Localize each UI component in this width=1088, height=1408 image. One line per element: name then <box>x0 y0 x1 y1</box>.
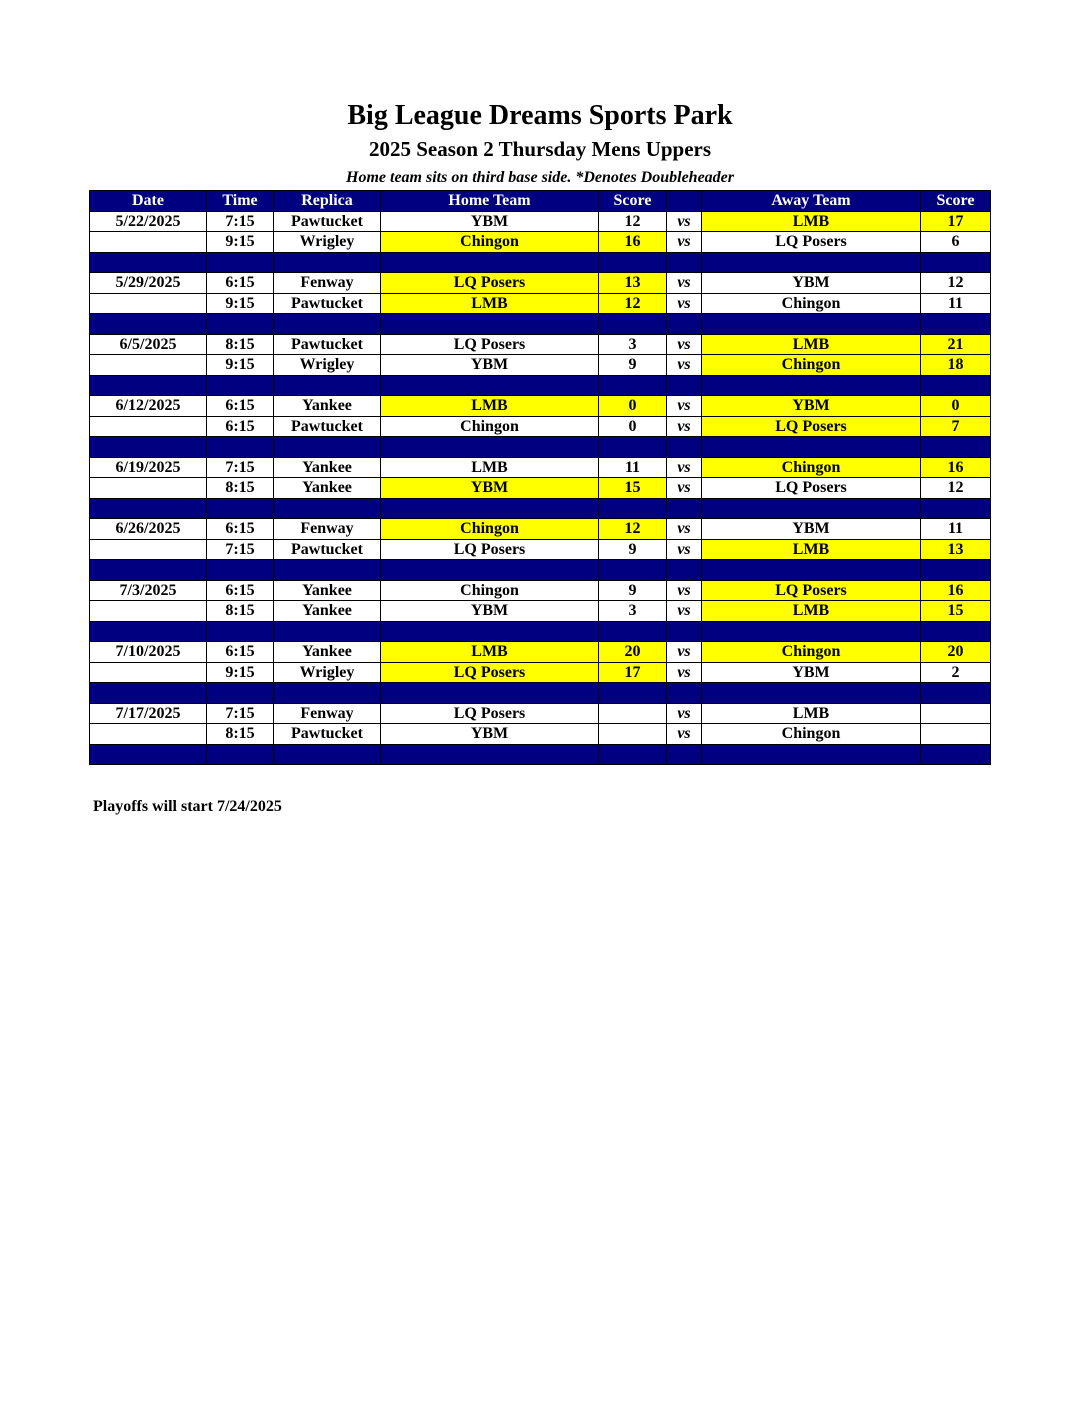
away-team-cell: YBM <box>702 519 921 540</box>
separator-cell <box>702 252 921 273</box>
home-score-cell: 20 <box>599 642 667 663</box>
vs-cell: vs <box>667 519 702 540</box>
separator-cell <box>90 437 207 458</box>
separator-cell <box>921 498 991 519</box>
home-score-cell: 3 <box>599 334 667 355</box>
vs-cell: vs <box>667 642 702 663</box>
home-score-cell: 9 <box>599 580 667 601</box>
separator-cell <box>667 621 702 642</box>
table-row <box>90 580 991 601</box>
separator-cell <box>274 560 381 581</box>
away-score-cell: 18 <box>921 355 991 376</box>
date-cell <box>90 601 207 622</box>
separator-cell <box>207 621 274 642</box>
away-score-cell: 2 <box>921 662 991 683</box>
table-row <box>90 334 991 355</box>
separator-cell <box>599 437 667 458</box>
col-header-replica: Replica <box>274 191 381 212</box>
separator-cell <box>207 498 274 519</box>
vs-cell: vs <box>667 396 702 417</box>
separator-cell <box>599 683 667 704</box>
separator-cell <box>90 744 207 765</box>
away-score-cell: 6 <box>921 232 991 253</box>
separator-cell <box>702 621 921 642</box>
table-row <box>90 478 991 499</box>
away-team-cell: YBM <box>702 662 921 683</box>
vs-cell: vs <box>667 580 702 601</box>
week-separator-row <box>90 252 991 273</box>
time-cell: 9:15 <box>207 355 274 376</box>
week-separator-row <box>90 744 991 765</box>
table-row <box>90 396 991 417</box>
home-team-cell: LQ Posers <box>381 334 599 355</box>
date-cell: 6/19/2025 <box>90 457 207 478</box>
home-team-cell: LMB <box>381 642 599 663</box>
time-cell: 8:15 <box>207 601 274 622</box>
away-team-cell: Chingon <box>702 642 921 663</box>
home-score-cell: 0 <box>599 396 667 417</box>
date-cell: 7/17/2025 <box>90 703 207 724</box>
home-score-cell: 16 <box>599 232 667 253</box>
home-team-cell: YBM <box>381 211 599 232</box>
away-score-cell: 16 <box>921 457 991 478</box>
separator-cell <box>381 437 599 458</box>
date-cell <box>90 478 207 499</box>
separator-cell <box>921 375 991 396</box>
separator-cell <box>921 437 991 458</box>
home-team-cell: YBM <box>381 601 599 622</box>
week-separator-row <box>90 314 991 335</box>
replica-cell: Yankee <box>274 601 381 622</box>
away-team-cell: Chingon <box>702 293 921 314</box>
replica-cell: Pawtucket <box>274 539 381 560</box>
col-header-away-score: Score <box>921 191 991 212</box>
away-team-cell: LQ Posers <box>702 478 921 499</box>
playoffs-note: Playoffs will start 7/24/2025 <box>93 798 282 815</box>
home-team-cell: LMB <box>381 293 599 314</box>
col-header-vs <box>667 191 702 212</box>
page-title: Big League Dreams Sports Park <box>347 100 733 131</box>
date-cell: 7/3/2025 <box>90 580 207 601</box>
replica-cell: Yankee <box>274 580 381 601</box>
away-team-cell: LMB <box>702 334 921 355</box>
date-cell <box>90 416 207 437</box>
table-row <box>90 355 991 376</box>
separator-cell <box>381 744 599 765</box>
time-cell: 7:15 <box>207 211 274 232</box>
home-score-cell: 0 <box>599 416 667 437</box>
table-row <box>90 293 991 314</box>
home-team-cell: LMB <box>381 396 599 417</box>
separator-cell <box>381 498 599 519</box>
replica-cell: Pawtucket <box>274 724 381 745</box>
separator-cell <box>90 621 207 642</box>
away-score-cell: 12 <box>921 273 991 294</box>
separator-cell <box>381 621 599 642</box>
vs-cell: vs <box>667 416 702 437</box>
schedule-note: Home team sits on third base side. *Denotes Doubleheader <box>346 169 734 186</box>
home-score-cell: 9 <box>599 355 667 376</box>
separator-cell <box>599 744 667 765</box>
home-score-cell <box>599 724 667 745</box>
time-cell: 6:15 <box>207 273 274 294</box>
home-team-cell: YBM <box>381 478 599 499</box>
away-team-cell: YBM <box>702 396 921 417</box>
separator-cell <box>702 437 921 458</box>
separator-cell <box>274 683 381 704</box>
away-team-cell: Chingon <box>702 724 921 745</box>
page-subtitle: 2025 Season 2 Thursday Mens Uppers <box>368 137 712 161</box>
home-score-cell: 12 <box>599 293 667 314</box>
home-team-cell: Chingon <box>381 416 599 437</box>
replica-cell: Yankee <box>274 396 381 417</box>
replica-cell: Yankee <box>274 642 381 663</box>
schedule-body <box>90 211 991 765</box>
home-score-cell: 12 <box>599 211 667 232</box>
separator-cell <box>207 683 274 704</box>
separator-cell <box>667 375 702 396</box>
vs-cell: vs <box>667 703 702 724</box>
vs-cell: vs <box>667 601 702 622</box>
separator-cell <box>702 744 921 765</box>
vs-cell: vs <box>667 539 702 560</box>
separator-cell <box>381 375 599 396</box>
home-team-cell: LMB <box>381 457 599 478</box>
time-cell: 9:15 <box>207 232 274 253</box>
separator-cell <box>90 314 207 335</box>
separator-cell <box>702 560 921 581</box>
home-score-cell: 15 <box>599 478 667 499</box>
replica-cell: Fenway <box>274 519 381 540</box>
separator-cell <box>381 560 599 581</box>
week-separator-row <box>90 375 991 396</box>
separator-cell <box>702 683 921 704</box>
away-team-cell: YBM <box>702 273 921 294</box>
time-cell: 7:15 <box>207 539 274 560</box>
home-team-cell: YBM <box>381 724 599 745</box>
separator-cell <box>702 375 921 396</box>
separator-cell <box>207 560 274 581</box>
vs-cell: vs <box>667 232 702 253</box>
date-cell <box>90 355 207 376</box>
table-row <box>90 273 991 294</box>
time-cell: 6:15 <box>207 642 274 663</box>
separator-cell <box>921 314 991 335</box>
col-header-home-score: Score <box>599 191 667 212</box>
replica-cell: Pawtucket <box>274 211 381 232</box>
separator-cell <box>921 252 991 273</box>
separator-cell <box>207 437 274 458</box>
separator-cell <box>599 498 667 519</box>
away-team-cell: Chingon <box>702 457 921 478</box>
home-team-cell: Chingon <box>381 580 599 601</box>
week-separator-row <box>90 498 991 519</box>
table-row <box>90 642 991 663</box>
replica-cell: Yankee <box>274 457 381 478</box>
separator-cell <box>667 560 702 581</box>
separator-cell <box>90 498 207 519</box>
home-score-cell: 17 <box>599 662 667 683</box>
date-cell <box>90 293 207 314</box>
separator-cell <box>599 252 667 273</box>
away-score-cell: 15 <box>921 601 991 622</box>
away-score-cell: 12 <box>921 478 991 499</box>
time-cell: 7:15 <box>207 703 274 724</box>
separator-cell <box>599 314 667 335</box>
separator-cell <box>90 560 207 581</box>
vs-cell: vs <box>667 662 702 683</box>
separator-cell <box>667 437 702 458</box>
time-cell: 6:15 <box>207 396 274 417</box>
separator-cell <box>599 375 667 396</box>
away-team-cell: LQ Posers <box>702 580 921 601</box>
separator-cell <box>667 252 702 273</box>
time-cell: 6:15 <box>207 519 274 540</box>
away-team-cell: LQ Posers <box>702 416 921 437</box>
separator-cell <box>90 252 207 273</box>
replica-cell: Fenway <box>274 273 381 294</box>
replica-cell: Fenway <box>274 703 381 724</box>
home-team-cell: LQ Posers <box>381 662 599 683</box>
home-team-cell: LQ Posers <box>381 273 599 294</box>
schedule-table <box>89 190 991 765</box>
separator-cell <box>702 314 921 335</box>
separator-cell <box>921 621 991 642</box>
time-cell: 8:15 <box>207 478 274 499</box>
home-score-cell: 11 <box>599 457 667 478</box>
vs-cell: vs <box>667 478 702 499</box>
date-cell: 6/12/2025 <box>90 396 207 417</box>
table-row <box>90 662 991 683</box>
replica-cell: Wrigley <box>274 232 381 253</box>
vs-cell: vs <box>667 724 702 745</box>
vs-cell: vs <box>667 293 702 314</box>
table-row <box>90 232 991 253</box>
date-cell <box>90 232 207 253</box>
replica-cell: Wrigley <box>274 662 381 683</box>
col-header-away-team: Away Team <box>702 191 921 212</box>
date-cell <box>90 539 207 560</box>
table-header-row <box>90 191 991 212</box>
date-cell <box>90 724 207 745</box>
col-header-home-team: Home Team <box>381 191 599 212</box>
separator-cell <box>274 375 381 396</box>
time-cell: 8:15 <box>207 724 274 745</box>
away-score-cell: 11 <box>921 519 991 540</box>
away-score-cell <box>921 703 991 724</box>
col-header-time: Time <box>207 191 274 212</box>
table-row <box>90 601 991 622</box>
separator-cell <box>274 437 381 458</box>
date-cell: 5/22/2025 <box>90 211 207 232</box>
replica-cell: Pawtucket <box>274 334 381 355</box>
table-row <box>90 211 991 232</box>
separator-cell <box>381 252 599 273</box>
time-cell: 6:15 <box>207 416 274 437</box>
table-row <box>90 539 991 560</box>
away-team-cell: LQ Posers <box>702 232 921 253</box>
home-team-cell: Chingon <box>381 232 599 253</box>
time-cell: 9:15 <box>207 662 274 683</box>
away-score-cell: 13 <box>921 539 991 560</box>
home-score-cell: 12 <box>599 519 667 540</box>
separator-cell <box>207 314 274 335</box>
home-score-cell: 13 <box>599 273 667 294</box>
replica-cell: Pawtucket <box>274 293 381 314</box>
away-score-cell: 16 <box>921 580 991 601</box>
week-separator-row <box>90 621 991 642</box>
away-team-cell: Chingon <box>702 355 921 376</box>
away-team-cell: LMB <box>702 703 921 724</box>
week-separator-row <box>90 560 991 581</box>
away-score-cell: 7 <box>921 416 991 437</box>
separator-cell <box>667 683 702 704</box>
separator-cell <box>702 498 921 519</box>
away-score-cell: 20 <box>921 642 991 663</box>
vs-cell: vs <box>667 273 702 294</box>
table-row <box>90 457 991 478</box>
time-cell: 9:15 <box>207 293 274 314</box>
home-team-cell: YBM <box>381 355 599 376</box>
away-score-cell: 17 <box>921 211 991 232</box>
separator-cell <box>274 314 381 335</box>
separator-cell <box>274 621 381 642</box>
date-cell: 6/26/2025 <box>90 519 207 540</box>
time-cell: 8:15 <box>207 334 274 355</box>
separator-cell <box>90 375 207 396</box>
date-cell: 7/10/2025 <box>90 642 207 663</box>
away-score-cell: 0 <box>921 396 991 417</box>
home-score-cell <box>599 703 667 724</box>
home-score-cell: 9 <box>599 539 667 560</box>
vs-cell: vs <box>667 457 702 478</box>
replica-cell: Wrigley <box>274 355 381 376</box>
week-separator-row <box>90 437 991 458</box>
separator-cell <box>599 560 667 581</box>
vs-cell: vs <box>667 355 702 376</box>
separator-cell <box>381 683 599 704</box>
separator-cell <box>207 744 274 765</box>
home-team-cell: LQ Posers <box>381 539 599 560</box>
separator-cell <box>921 560 991 581</box>
table-row <box>90 416 991 437</box>
table-row <box>90 724 991 745</box>
home-team-cell: Chingon <box>381 519 599 540</box>
separator-cell <box>921 683 991 704</box>
replica-cell: Yankee <box>274 478 381 499</box>
replica-cell: Pawtucket <box>274 416 381 437</box>
separator-cell <box>381 314 599 335</box>
away-score-cell: 11 <box>921 293 991 314</box>
table-row <box>90 703 991 724</box>
time-cell: 6:15 <box>207 580 274 601</box>
separator-cell <box>207 375 274 396</box>
separator-cell <box>667 498 702 519</box>
separator-cell <box>274 744 381 765</box>
separator-cell <box>599 621 667 642</box>
home-team-cell: LQ Posers <box>381 703 599 724</box>
vs-cell: vs <box>667 211 702 232</box>
separator-cell <box>921 744 991 765</box>
separator-cell <box>274 498 381 519</box>
separator-cell <box>274 252 381 273</box>
separator-cell <box>207 252 274 273</box>
vs-cell: vs <box>667 334 702 355</box>
week-separator-row <box>90 683 991 704</box>
separator-cell <box>90 683 207 704</box>
date-cell: 5/29/2025 <box>90 273 207 294</box>
away-team-cell: LMB <box>702 539 921 560</box>
separator-cell <box>667 744 702 765</box>
separator-cell <box>667 314 702 335</box>
date-cell <box>90 662 207 683</box>
col-header-date: Date <box>90 191 207 212</box>
away-score-cell: 21 <box>921 334 991 355</box>
away-score-cell <box>921 724 991 745</box>
date-cell: 6/5/2025 <box>90 334 207 355</box>
time-cell: 7:15 <box>207 457 274 478</box>
away-team-cell: LMB <box>702 211 921 232</box>
away-team-cell: LMB <box>702 601 921 622</box>
home-score-cell: 3 <box>599 601 667 622</box>
table-row <box>90 519 991 540</box>
